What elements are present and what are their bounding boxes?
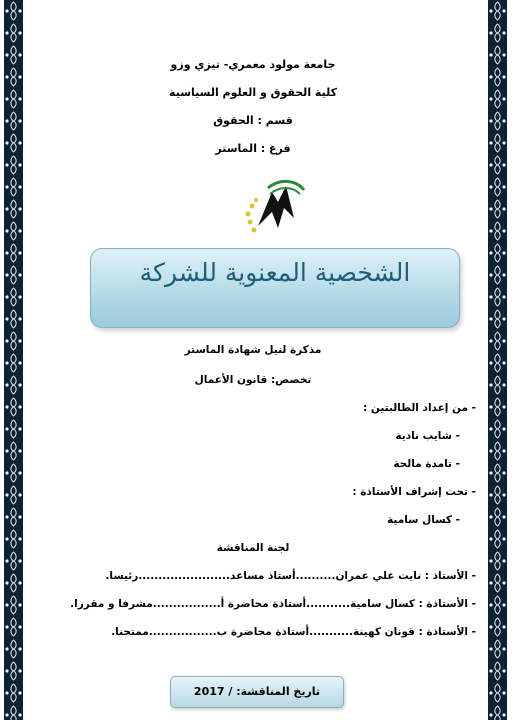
faculty-name: كلية الحقوق و العلوم السياسية bbox=[169, 86, 337, 99]
right-decorative-border bbox=[488, 0, 507, 720]
committee-member: - الأستاذ : نايت علي عمران..........أستاذ مساعد.......................رئيسا. bbox=[105, 570, 476, 582]
committee-member: - الأستاذة : كسال سامية...........أستاذة محاضرة أ.................مشرفا و مقررا. bbox=[70, 598, 476, 610]
memo-description: مذكرة لنيل شهادة الماستر bbox=[184, 344, 322, 356]
student-name: - تامدة مالحة bbox=[393, 458, 460, 470]
defense-date-box bbox=[170, 676, 344, 708]
floral-border-pattern-icon bbox=[488, 0, 507, 720]
university-name: جامعة مولود معمري- تيزي وزو bbox=[170, 58, 336, 71]
supervisor-name: - كسال سامية bbox=[387, 514, 460, 526]
specialty: تخصص: قانون الأعمال bbox=[194, 374, 312, 386]
supervisor-label: - تحت إشراف الأستاذة : bbox=[352, 486, 476, 498]
university-logo-icon bbox=[238, 178, 316, 240]
floral-border-pattern-icon bbox=[4, 0, 23, 720]
committee-title: لجنة المناقشة bbox=[216, 542, 290, 554]
students-label: - من إعداد الطالبتين : bbox=[363, 402, 476, 414]
defense-date: تاريخ المناقشة: / 2017 bbox=[193, 685, 321, 698]
thesis-title-box bbox=[90, 248, 460, 328]
student-name: - شايب نادية bbox=[395, 430, 460, 442]
cover-content bbox=[30, 0, 476, 720]
committee-member: - الأستاذة : قونان كهينة...........أستاذة محاضرة ب.................ممتحنا. bbox=[111, 626, 476, 638]
thesis-title: الشخصية المعنوية للشركة bbox=[139, 258, 411, 287]
left-decorative-border bbox=[4, 0, 23, 720]
department-name: قسم : الحقوق bbox=[213, 114, 293, 127]
branch-name: فرع : الماستر bbox=[215, 142, 291, 155]
